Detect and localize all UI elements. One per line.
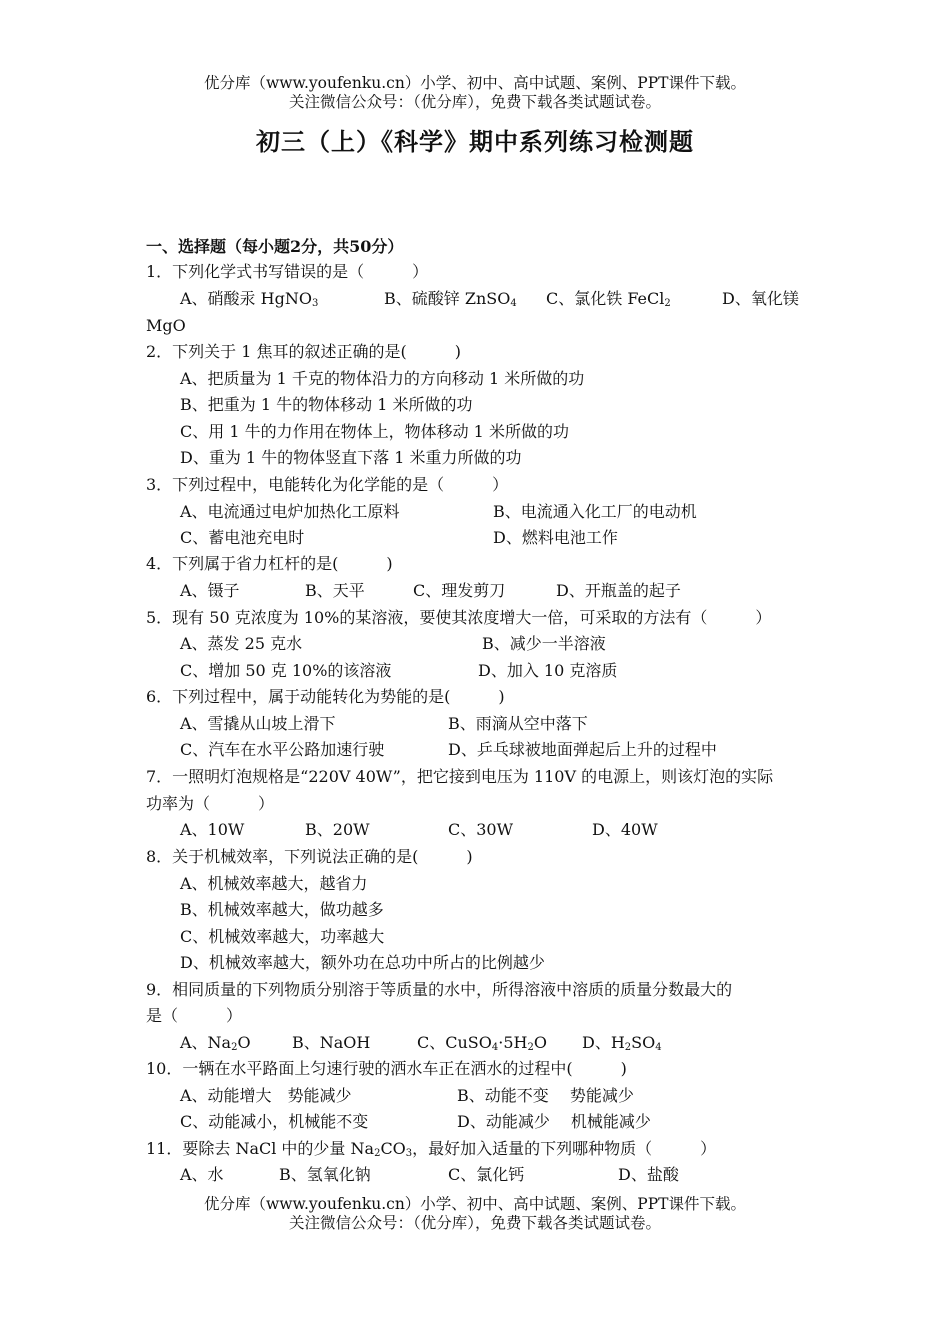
q3-option-c: C、蓄电池充电时: [180, 528, 305, 547]
q11-option-d: D、盐酸: [618, 1165, 679, 1184]
q5-option-a: A、蒸发 25 克水: [180, 634, 303, 653]
q8-option-c: C、机械效率越大，功率越大: [180, 927, 385, 946]
q7-option-a: A、10W: [180, 820, 245, 839]
q2-stem: 2．下列关于 1 焦耳的叙述正确的是( ): [146, 342, 462, 361]
q11-option-c: C、氯化钙: [448, 1165, 525, 1184]
q10-stem: 10．一辆在水平路面上匀速行驶的洒水车正在洒水的过程中( ): [146, 1059, 627, 1078]
q9-stem-cont: 是（ ）: [146, 1006, 243, 1025]
q6-option-d: D、乒乓球被地面弹起后上升的过程中: [448, 740, 717, 759]
q1-option-a: A、硝酸汞 HgNO$_3$: [180, 289, 319, 309]
q3-option-b: B、电流通入化工厂的电动机: [493, 502, 697, 521]
q1-stem: 1．下列化学式书写错误的是（ ）: [146, 262, 429, 281]
q9-option-d: D、$H_2SO_4$: [582, 1033, 662, 1053]
q5-option-c: C、增加 50 克 10%的该溶液: [180, 661, 392, 680]
q9-stem: 9．相同质量的下列物质分别溶于等质量的水中，所得溶液中溶质的质量分数最大的: [146, 980, 733, 999]
q7-stem-cont: 功率为（ ）: [146, 794, 275, 813]
q10-option-d: D、动能减少 机械能减少: [457, 1112, 651, 1131]
q3-option-a: A、电流通过电炉加热化工原料: [180, 502, 400, 521]
q6-option-b: B、雨滴从空中落下: [448, 714, 588, 733]
q9-option-c: C、$CuSO_4\cdot 5H_2O$: [417, 1033, 547, 1053]
q3-option-d: D、燃料电池工作: [493, 528, 618, 547]
q7-option-c: C、30W: [448, 820, 514, 839]
q8-option-a: A、机械效率越大，越省力: [180, 874, 368, 893]
q10-option-a: A、动能增大 势能减少: [180, 1086, 352, 1105]
q10-option-b: B、动能不变 势能减少: [457, 1086, 634, 1105]
q3-stem: 3．下列过程中，电能转化为化学能的是（ ）: [146, 475, 509, 494]
q1-option-c: C、氯化铁 FeCl$_2$: [546, 289, 671, 309]
q5-option-b: B、减少一半溶液: [482, 634, 606, 653]
q6-option-c: C、汽车在水平公路加速行驶: [180, 740, 385, 759]
header-line-1: 优分库（www.youfenku.cn）小学、初中、高中试题、案例、PPT课件下载。: [203, 74, 747, 92]
q7-option-b: B、20W: [305, 820, 370, 839]
q4-stem: 4．下列属于省力杠杆的是( ): [146, 554, 393, 573]
q6-option-a: A、雪撬从山坡上滑下: [180, 714, 336, 733]
q5-stem: 5．现有 50 克浓度为 10%的某溶液，要使其浓度增大一倍，可采取的方法有（ ）: [146, 608, 772, 627]
q2-option-b: B、把重为 1 牛的物体移动 1 米所做的功: [180, 395, 473, 414]
q4-option-b: B、天平: [305, 581, 365, 600]
q4-option-c: C、理发剪刀: [413, 581, 506, 600]
page-title: 初三（上）《科学》期中系列练习检测题: [256, 127, 694, 156]
q10-option-c: C、动能减小，机械能不变: [180, 1112, 369, 1131]
q1-option-d: D、氧化镁: [722, 289, 799, 308]
footer-line-1: 优分库（www.youfenku.cn）小学、初中、高中试题、案例、PPT课件下载。: [203, 1195, 747, 1213]
section-heading: 一、选择题（每小题2分，共50分）: [146, 237, 404, 256]
footer-line-2: 关注微信公众号：（优分库），免费下载各类试题试卷。: [288, 1214, 661, 1232]
q7-stem: 7．一照明灯泡规格是“220V 40W”，把它接到电压为 110V 的电源上，则该灯泡的实际: [146, 767, 774, 786]
q1-option-b: B、硫酸锌 ZnSO$_4$: [384, 289, 517, 309]
q2-option-c: C、用 1 牛的力作用在物体上，物体移动 1 米所做的功: [180, 422, 569, 441]
q7-option-d: D、40W: [592, 820, 658, 839]
q6-stem: 6．下列过程中，属于动能转化为势能的是( ): [146, 687, 505, 706]
q11-option-a: A、水: [180, 1165, 224, 1184]
q4-option-d: D、开瓶盖的起子: [556, 581, 681, 600]
q9-option-b: B、NaOH: [292, 1033, 371, 1052]
q11-option-b: B、氢氧化钠: [279, 1165, 371, 1184]
q5-option-d: D、加入 10 克溶质: [478, 661, 618, 680]
q4-option-a: A、镊子: [180, 581, 240, 600]
q8-option-b: B、机械效率越大，做功越多: [180, 900, 384, 919]
q2-option-a: A、把质量为 1 千克的物体沿力的方向移动 1 米所做的功: [180, 369, 585, 388]
q8-stem: 8．关于机械效率，下列说法正确的是( ): [146, 847, 473, 866]
header-line-2: 关注微信公众号：（优分库），免费下载各类试题试卷。: [288, 93, 661, 111]
q2-option-d: D、重为 1 牛的物体竖直下落 1 米重力所做的功: [180, 448, 522, 467]
q8-option-d: D、机械效率越大，额外功在总功中所占的比例越少: [180, 953, 545, 972]
q9-option-a: A、$Na_2O$: [180, 1033, 251, 1053]
q1-option-d-cont: MgO: [146, 316, 186, 335]
q11-stem: 11．要除去 NaCl 中的少量 $Na_2CO_3$，最好加入适量的下列哪种物质（ ）: [146, 1139, 717, 1159]
